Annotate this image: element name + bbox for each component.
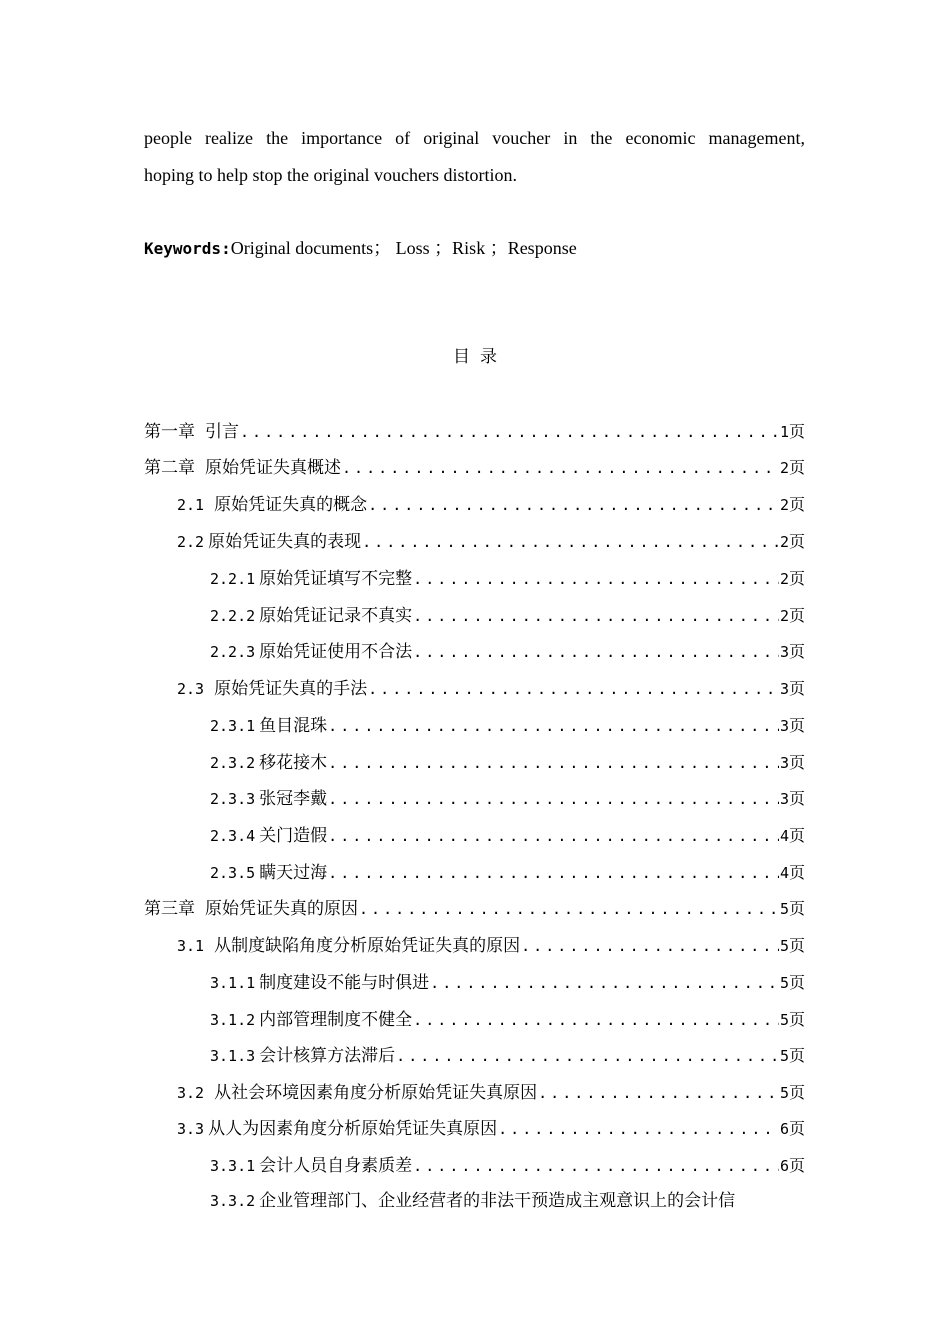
toc-entry-page: 3 — [779, 754, 789, 772]
toc-leader-dots — [430, 971, 779, 995]
toc-leader-dots — [328, 714, 779, 738]
toc-entry-number: 2.2 — [177, 533, 205, 551]
toc-leader-dots — [342, 456, 779, 480]
toc-entry-title: 张冠李戴 — [259, 789, 328, 809]
toc-entry-page: 1 — [779, 423, 789, 441]
toc-entry-title: 原始凭证填写不完整 — [259, 569, 413, 589]
toc-entry-page-unit: 页 — [788, 679, 805, 698]
toc-leader-dots — [328, 824, 779, 848]
toc-entry-title: 原始凭证失真的概念 — [214, 495, 368, 515]
toc-entry-continued[interactable] — [210, 1189, 805, 1213]
toc-entry-page-unit: 页 — [788, 642, 805, 661]
toc-entry-number: 3.2 — [177, 1084, 205, 1102]
toc-leader-dots — [359, 897, 779, 921]
toc-entry-page-unit: 页 — [788, 1083, 805, 1102]
toc-entry-page-unit: 页 — [788, 1156, 805, 1175]
toc-entry-page: 5 — [779, 900, 789, 918]
toc-entry-title: 原始凭证失真概述 — [205, 458, 341, 478]
toc-entry[interactable] — [144, 420, 805, 444]
toc-entry[interactable] — [144, 456, 805, 480]
toc-entry-number: 2.2.3 — [210, 643, 256, 661]
toc-entry[interactable] — [177, 934, 805, 958]
toc-entry-title: 原始凭证失真的原因 — [205, 899, 358, 919]
toc-entry-title: 会计人员自身素质差 — [259, 1156, 413, 1176]
toc-entry-number: 3.3.2 — [210, 1192, 256, 1210]
toc-leader-dots — [328, 861, 779, 885]
toc-entry-number: 2.1 — [177, 496, 205, 514]
toc-entry-page: 2 — [779, 459, 789, 477]
toc-entry-number: 2.2.2 — [210, 607, 256, 625]
toc-entry-page: 4 — [779, 864, 789, 882]
toc-entry-page-unit: 页 — [788, 863, 805, 882]
toc-entry-page: 6 — [779, 1120, 789, 1138]
toc-entry-number: 3.1.1 — [210, 974, 256, 992]
toc-leader-dots — [362, 530, 779, 554]
toc-entry-number: 2.2.1 — [210, 570, 256, 588]
toc-entry[interactable] — [177, 1117, 805, 1141]
toc-entry-number: 2.3 — [177, 680, 205, 698]
abstract-line-1: people realize the importance of original voucher in the economic management, — [144, 128, 805, 148]
toc-entry[interactable] — [210, 640, 805, 664]
toc-leader-dots — [328, 787, 779, 811]
toc-entry[interactable] — [144, 897, 805, 921]
toc-entry-page: 4 — [779, 827, 789, 845]
toc-entry-number: 2.3.4 — [210, 827, 256, 845]
toc-entry-page-unit: 页 — [788, 532, 805, 551]
toc-leader-dots — [240, 420, 779, 444]
toc-entry-page: 2 — [779, 533, 789, 551]
toc-entry-page-unit: 页 — [788, 973, 805, 992]
toc-entry-title: 原始凭证失真的表现 — [208, 532, 362, 552]
toc-entry-page-unit: 页 — [788, 789, 805, 808]
toc-entry-page-unit: 页 — [788, 899, 805, 918]
toc-entry-title: 鱼目混珠 — [259, 716, 328, 736]
toc-entry[interactable] — [210, 1154, 805, 1178]
toc-entry-page-unit: 页 — [788, 606, 805, 625]
toc-entry-page-unit: 页 — [788, 1010, 805, 1029]
toc-entry-page-unit: 页 — [788, 458, 805, 477]
toc-entry-page-unit: 页 — [788, 826, 805, 845]
toc-entry[interactable] — [210, 567, 805, 591]
toc-leader-dots — [413, 567, 779, 591]
toc-entry[interactable] — [210, 787, 805, 811]
toc-entry-title: 原始凭证使用不合法 — [259, 642, 413, 662]
toc-entry[interactable] — [210, 824, 805, 848]
toc-entry-title: 原始凭证记录不真实 — [259, 606, 413, 626]
toc-entry-page: 2 — [779, 607, 789, 625]
toc-entry-number: 2.3.5 — [210, 864, 256, 882]
toc-entry-number: 第三章 — [144, 899, 195, 919]
toc-entry-number: 3.1.2 — [210, 1011, 256, 1029]
toc-entry[interactable] — [210, 861, 805, 885]
toc-entry-title: 关门造假 — [259, 826, 328, 846]
toc-entry[interactable] — [210, 1044, 805, 1068]
toc-leader-dots — [413, 1008, 779, 1032]
toc-entry-number: 第二章 — [144, 458, 195, 478]
toc-leader-dots — [368, 493, 779, 517]
toc-entry-title: 从制度缺陷角度分析原始凭证失真的原因 — [214, 936, 521, 956]
toc-leader-dots — [413, 604, 779, 628]
toc-entry-page-unit: 页 — [788, 936, 805, 955]
toc-entry[interactable] — [210, 604, 805, 628]
toc-entry-number: 第一章 — [144, 422, 195, 442]
toc-entry-number: 2.3.1 — [210, 717, 256, 735]
toc-entry-title: 原始凭证失真的手法 — [214, 679, 368, 699]
toc-entry-page: 5 — [779, 937, 789, 955]
toc-entry-number: 3.1 — [177, 937, 205, 955]
toc-entry-title: 从社会环境因素角度分析原始凭证失真原因 — [214, 1083, 538, 1103]
toc-entry-title: 会计核算方法滞后 — [259, 1046, 396, 1066]
toc-entry-number: 2.3.2 — [210, 754, 256, 772]
toc-entry-number: 3.3 — [177, 1120, 205, 1138]
toc-entry-page: 5 — [779, 1084, 789, 1102]
toc-entry-page-unit: 页 — [788, 569, 805, 588]
toc-entry[interactable] — [177, 677, 805, 701]
toc-entry-page: 3 — [779, 643, 789, 661]
toc-entry-title: 企业管理部门、企业经营者的非法干预造成主观意识上的会计信 — [259, 1191, 736, 1211]
abstract-line-2: hoping to help stop the original vouchers distortion. — [144, 165, 517, 185]
toc-entry[interactable] — [210, 714, 805, 738]
toc-entry-page-unit: 页 — [788, 1046, 805, 1065]
toc-entry[interactable] — [177, 493, 805, 517]
toc-leader-dots — [498, 1117, 779, 1141]
toc-entry-number: 3.3.1 — [210, 1157, 256, 1175]
toc-entry-page: 3 — [779, 680, 789, 698]
keywords-text: Original documents； Loss ；Risk ；Response — [230, 238, 577, 258]
toc-entry-page: 5 — [779, 974, 789, 992]
toc-entry-page-unit: 页 — [788, 753, 805, 772]
toc-entry-page-unit: 页 — [788, 422, 805, 441]
toc-entry[interactable] — [210, 1008, 805, 1032]
toc-entry-page: 2 — [779, 496, 789, 514]
toc-leader-dots — [413, 1154, 779, 1178]
toc-entry-number: 2.3.3 — [210, 790, 256, 808]
toc-entry-page-unit: 页 — [788, 1119, 805, 1138]
toc-leader-dots — [538, 1081, 779, 1105]
toc-entry-page: 5 — [779, 1011, 789, 1029]
toc-entry[interactable] — [210, 971, 805, 995]
toc-entry-page-unit: 页 — [788, 716, 805, 735]
toc-entry-page: 3 — [779, 717, 789, 735]
toc-leader-dots — [413, 640, 779, 664]
toc-entry-page: 5 — [779, 1047, 789, 1065]
toc-leader-dots — [396, 1044, 779, 1068]
toc-title: 目录 — [453, 347, 507, 367]
toc-entry-title: 从人为因素角度分析原始凭证失真原因 — [208, 1119, 498, 1139]
toc-entry-page-unit: 页 — [788, 495, 805, 514]
toc-entry[interactable] — [177, 530, 805, 554]
toc-entry-page: 2 — [779, 570, 789, 588]
toc-entry-title: 内部管理制度不健全 — [259, 1010, 413, 1030]
toc-leader-dots — [328, 751, 779, 775]
toc-entry-page: 6 — [779, 1157, 789, 1175]
keywords-line — [144, 236, 577, 261]
toc-entry-title: 引言 — [205, 422, 239, 442]
keywords-label: Keywords: — [144, 239, 231, 258]
toc-leader-dots — [521, 934, 779, 958]
toc-entry-title: 瞒天过海 — [259, 863, 328, 883]
toc-entry-title: 制度建设不能与时俱进 — [259, 973, 430, 993]
toc-entry-number: 3.1.3 — [210, 1047, 256, 1065]
toc-entry-title: 移花接木 — [259, 753, 328, 773]
toc-entry[interactable] — [177, 1081, 805, 1105]
toc-entry-page: 3 — [779, 790, 789, 808]
toc-leader-dots — [368, 677, 779, 701]
toc-entry[interactable] — [210, 751, 805, 775]
